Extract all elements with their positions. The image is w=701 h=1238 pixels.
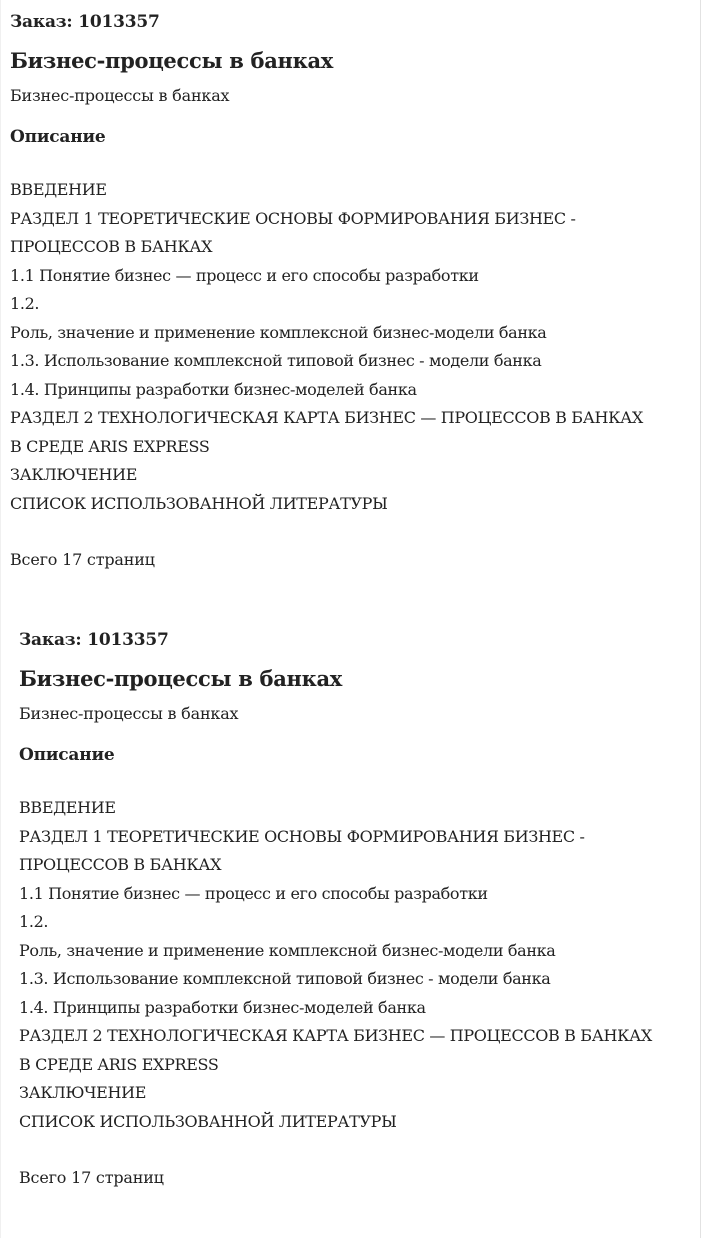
toc-item: ЗАКЛЮЧЕНИЕ [10,465,138,484]
toc-item: СПИСОК ИСПОЛЬЗОВАННОЙ ЛИТЕРАТУРЫ [19,1111,397,1131]
toc-item: РАЗДЕЛ 2 ТЕХНОЛОГИЧЕСКАЯ КАРТА БИЗНЕС — ПРОЦЕССОВ В БАНКАХ В СРЕДЕ ARIS EXPRESS [10,408,643,456]
toc-item: ЗАКЛЮЧЕНИЕ [19,1083,147,1102]
table-of-contents [19,794,700,1136]
description-heading: Описание [19,745,115,765]
total-pages: Всего 17 страниц [19,1168,164,1187]
toc-item: 1.1 Понятие бизнес — процесс и его способы разработки [19,883,488,903]
toc-item: 1.2. [10,294,40,313]
toc-item: ВВЕДЕНИЕ [19,798,116,817]
table-of-contents [10,176,700,518]
order-subtitle: Бизнес-процессы в банках [19,704,239,723]
description-heading: Описание [10,127,106,147]
toc-item: Роль, значение и применение комплексной бизнес-модели банка [10,322,547,342]
toc-item: РАЗДЕЛ 1 ТЕОРЕТИЧЕСКИЕ ОСНОВЫ ФОРМИРОВАНИЯ БИЗНЕС - ПРОЦЕССОВ В БАНКАХ [10,208,576,256]
toc-item: 1.4. Принципы разработки бизнес-моделей банка [10,379,417,399]
order-card-1 [0,0,701,612]
toc-item: Роль, значение и применение комплексной бизнес-модели банка [19,940,556,960]
toc-item: 1.1 Понятие бизнес — процесс и его способы разработки [10,265,479,285]
toc-item: РАЗДЕЛ 1 ТЕОРЕТИЧЕСКИЕ ОСНОВЫ ФОРМИРОВАНИЯ БИЗНЕС - ПРОЦЕССОВ В БАНКАХ [19,826,585,874]
toc-item: ВВЕДЕНИЕ [10,180,107,199]
toc-item: 1.3. Использование комплексной типовой бизнес - модели банка [19,969,551,988]
toc-item: 1.3. Использование комплексной типовой бизнес - модели банка [10,351,542,370]
order-title: Бизнес-процессы в банках [10,48,334,73]
order-card-2 [0,612,701,1238]
toc-item: РАЗДЕЛ 2 ТЕХНОЛОГИЧЕСКАЯ КАРТА БИЗНЕС — ПРОЦЕССОВ В БАНКАХ В СРЕДЕ ARIS EXPRESS [19,1026,652,1074]
order-title: Бизнес-процессы в банках [19,666,343,691]
toc-item: 1.4. Принципы разработки бизнес-моделей банка [19,997,426,1017]
order-subtitle: Бизнес-процессы в банках [10,86,230,105]
total-pages: Всего 17 страниц [10,550,155,569]
order-number: Заказ: 1013357 [19,630,169,650]
toc-item: 1.2. [19,912,49,931]
toc-item: СПИСОК ИСПОЛЬЗОВАННОЙ ЛИТЕРАТУРЫ [10,493,388,513]
order-number: Заказ: 1013357 [10,12,160,32]
